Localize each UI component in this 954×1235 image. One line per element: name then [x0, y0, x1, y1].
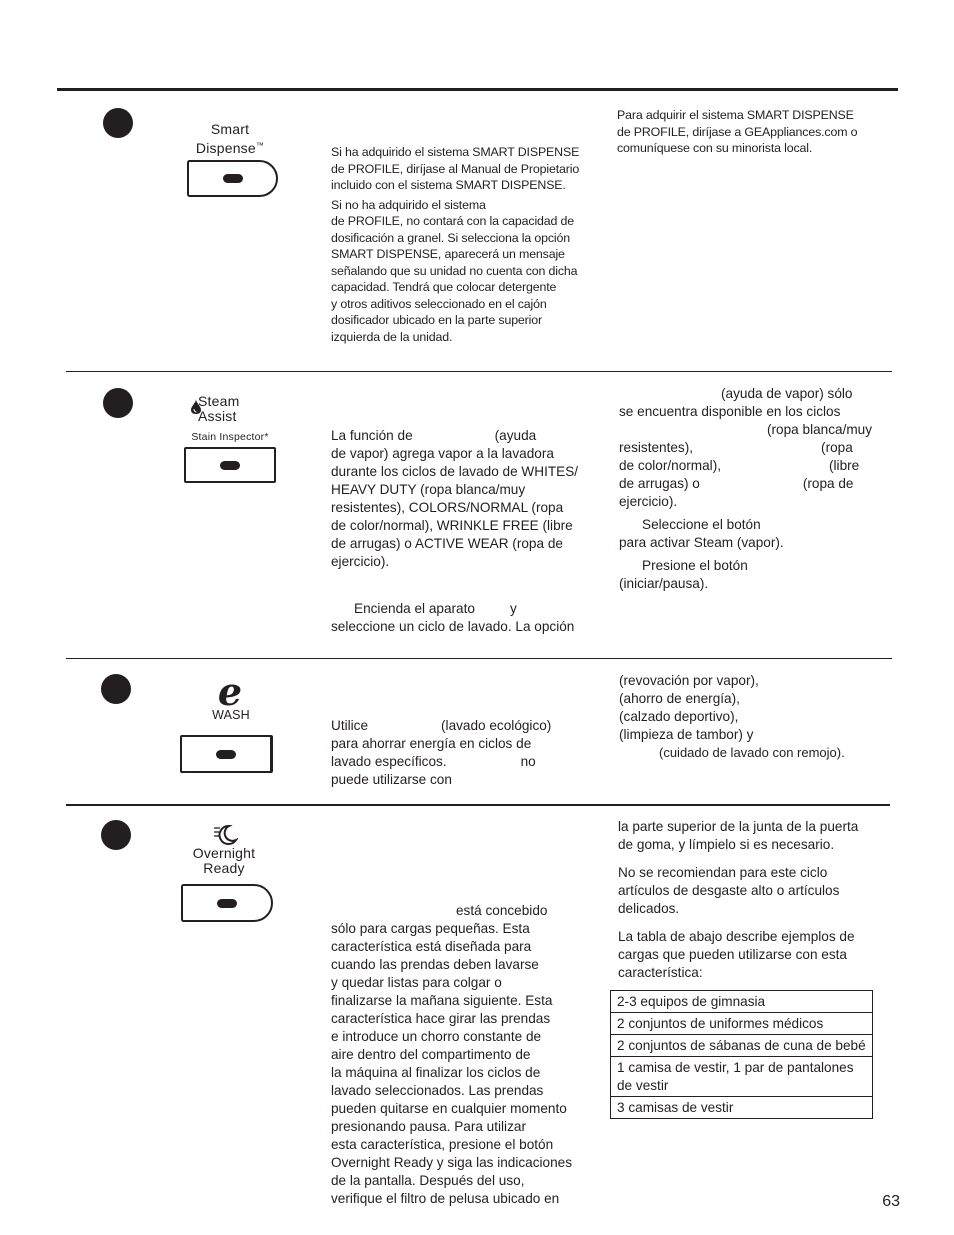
top-rule: [57, 88, 898, 91]
text-line: e introduce un chorro constante de: [331, 1029, 542, 1044]
text-line: capacidad. Tendrá que colocar detergente: [331, 280, 557, 294]
text-line: La tabla de abajo describe ejemplos de: [618, 929, 855, 944]
text-line: característica hace girar las prendas: [331, 1011, 551, 1026]
text-line: señalando que su unidad no cuenta con dicha: [331, 263, 578, 278]
section-divider: [66, 658, 892, 659]
text-line: (ayuda: [494, 428, 537, 443]
overnight-ready-label: [180, 846, 268, 876]
text-line: ejercicio).: [619, 494, 678, 509]
steam-assist-label-line1: Steam: [198, 393, 240, 409]
section-bullet: [103, 388, 133, 418]
button-indicator: [223, 174, 243, 183]
table-row: [611, 1035, 873, 1057]
text-line: Encienda el aparato: [354, 601, 475, 616]
text-line: (libre: [829, 458, 860, 473]
text-line: SMART DISPENSE, aparecerá un mensaje: [331, 247, 565, 261]
text-line: está concebido: [456, 903, 548, 918]
text-line: durante los ciclos de lavado de WHITES/: [331, 464, 579, 479]
text-line: verifique el filtro de pelusa ubicado en: [331, 1191, 560, 1206]
text-line: de PROFILE, diríjase al Manual de Propietario: [331, 161, 580, 176]
steam-assist-button[interactable]: [184, 447, 276, 483]
overnight-ready-left-text: [331, 902, 606, 1208]
table-cell: 1 camisa de vestir, 1 par de pantalones de vestir: [611, 1057, 873, 1097]
text-line: No se recomiendan para este ciclo: [618, 865, 828, 880]
text-line: (revovación por vapor),: [619, 673, 759, 688]
text-line: Si no ha adquirido el sistema: [331, 197, 486, 212]
section-bullet: [101, 674, 131, 704]
text-line: presionando pausa. Para utilizar: [331, 1119, 526, 1134]
text-line: Overnight Ready y siga las indicaciones: [331, 1155, 573, 1170]
text-line: izquierda de la unidad.: [331, 329, 453, 344]
text-line: delicados.: [618, 901, 680, 916]
text-line: de la pantalla. Después del uso,: [331, 1173, 525, 1188]
text-line: y otros aditivos seleccionado en el cajón: [331, 296, 547, 311]
section-divider: [66, 804, 890, 806]
page-number: 63: [882, 1193, 900, 1210]
section-bullet: [103, 108, 133, 138]
text-line: lavado específicos.: [331, 754, 447, 769]
text-line: de vapor) agrega vapor a la lavadora: [331, 446, 554, 461]
text-line: (calzado deportivo),: [619, 709, 739, 724]
text-line: característica:: [618, 965, 703, 980]
text-line: puede utilizarse con: [331, 772, 452, 787]
table-row: [611, 1097, 873, 1119]
text-line: Para adquirir el sistema SMART DISPENSE: [617, 108, 854, 122]
table-row: [611, 1013, 873, 1035]
text-line: dosificación a granel. Si selecciona la opción: [331, 230, 570, 245]
text-line: de arrugas) o ACTIVE WEAR (ropa de: [331, 536, 563, 551]
text-line: de PROFILE, no contará con la capacidad de: [331, 214, 575, 228]
table-cell: 2-3 equipos de gimnasia: [611, 991, 873, 1013]
text-line: la parte superior de la junta de la puerta: [618, 819, 859, 834]
trademark-symbol: ™: [255, 141, 265, 150]
text-line: cuando las prendas deben lavarse: [331, 957, 539, 972]
steam-assist-label: [198, 394, 262, 424]
steam-assist-left-text: [331, 427, 606, 636]
text-line: resistentes),: [619, 440, 694, 455]
text-line: pueden quitarse en cualquier momento: [331, 1101, 567, 1116]
load-examples-table: [610, 990, 873, 1119]
text-line: dosificador ubicado en la parte superior: [331, 313, 542, 327]
table-cell: 2 conjuntos de uniformes médicos: [611, 1013, 873, 1035]
text-line: de color/normal), WRINKLE FREE (libre: [331, 518, 573, 533]
text-line: aire dentro del compartimento de: [331, 1047, 531, 1062]
text-line: incluido con el sistema SMART DISPENSE.: [331, 178, 566, 192]
text-line: característica está diseñada para: [331, 939, 532, 954]
text-line: la máquina al finalizar los ciclos de: [331, 1065, 541, 1080]
text-line: seleccione un ciclo de lavado. La opción: [331, 619, 575, 634]
text-line: (cuidado de lavado con remojo).: [659, 745, 845, 760]
text-line: y: [509, 601, 517, 616]
smart-dispense-button[interactable]: [187, 160, 278, 197]
section-divider: [66, 371, 892, 372]
text-line: (limpieza de tambor) y: [619, 727, 754, 742]
text-line: Utilice: [331, 718, 369, 733]
smart-dispense-label: [180, 122, 280, 157]
text-line: sólo para cargas pequeñas. Esta: [331, 921, 530, 936]
ewash-left-text: [331, 717, 606, 789]
text-line: cargas que pueden utilizarse con esta: [618, 947, 847, 962]
text-line: lavado seleccionados. Las prendas: [331, 1083, 544, 1098]
ewash-button[interactable]: [180, 735, 273, 773]
text-line: (iniciar/pausa).: [619, 576, 709, 591]
smart-dispense-left-text: [331, 144, 606, 345]
ewash-right-text: [619, 672, 894, 762]
table-cell: 3 camisas de vestir: [611, 1097, 873, 1119]
table-row: [611, 1057, 873, 1097]
steam-assist-right-text: [619, 385, 894, 593]
text-line: para ahorrar energía en ciclos de: [331, 736, 532, 751]
steam-assist-label-line2: Assist: [198, 408, 237, 424]
ewash-label: WASH: [212, 708, 250, 722]
ewash-e-logo: e: [217, 669, 243, 714]
text-line: Seleccione el botón: [642, 517, 761, 532]
text-line: de arrugas) o: [619, 476, 700, 491]
text-line: (ahorro de energía),: [619, 691, 740, 706]
table-cell: 2 conjuntos de sábanas de cuna de bebé: [611, 1035, 873, 1057]
text-line: y quedar listas para colgar o: [331, 975, 502, 990]
text-line: (ropa: [821, 440, 853, 455]
text-line: finalizarse la mañana siguiente. Esta: [331, 993, 553, 1008]
text-line: La función de: [331, 428, 413, 443]
text-line: (ayuda de vapor) sólo: [721, 386, 853, 401]
text-line: Presione el botón: [642, 558, 748, 573]
text-line: comuníquese con su minorista local.: [617, 141, 813, 155]
text-line: Si ha adquirido el sistema SMART DISPENSE: [331, 145, 580, 159]
text-line: (lavado ecológico): [441, 718, 552, 733]
text-line: (ropa blanca/muy: [767, 422, 873, 437]
text-line: artículos de desgaste alto o artículos: [618, 883, 840, 898]
text-line: para activar Steam (vapor).: [619, 535, 784, 550]
text-line: ejercicio).: [331, 554, 390, 569]
stain-inspector-label: Stain Inspector*: [191, 431, 269, 443]
button-indicator: [217, 899, 237, 908]
section-bullet: [101, 820, 131, 850]
table-row: [611, 991, 873, 1013]
text-line: no: [520, 754, 536, 769]
text-line: se encuentra disponible en los ciclos: [619, 404, 841, 419]
text-line: esta característica, presione el botón: [331, 1137, 554, 1152]
text-line: de PROFILE, diríjase a GEAppliances.com o: [617, 124, 858, 139]
button-indicator: [220, 461, 240, 470]
overnight-ready-label-line1: Overnight: [192, 845, 256, 861]
smart-dispense-label-line2: Dispense: [195, 140, 256, 156]
text-line: de color/normal),: [619, 458, 721, 473]
smart-dispense-label-line1: Smart: [210, 121, 250, 137]
text-line: HEAVY DUTY (ropa blanca/muy: [331, 482, 526, 497]
button-indicator: [216, 750, 236, 759]
overnight-ready-right-text: [618, 818, 894, 982]
smart-dispense-right-text: [617, 107, 887, 157]
overnight-ready-button[interactable]: [181, 884, 273, 922]
overnight-ready-label-line2: Ready: [203, 860, 245, 876]
text-line: de goma, y límpielo si es necesario.: [618, 837, 835, 852]
text-line: resistentes), COLORS/NORMAL (ropa: [331, 500, 564, 515]
text-line: (ropa de: [802, 476, 854, 491]
